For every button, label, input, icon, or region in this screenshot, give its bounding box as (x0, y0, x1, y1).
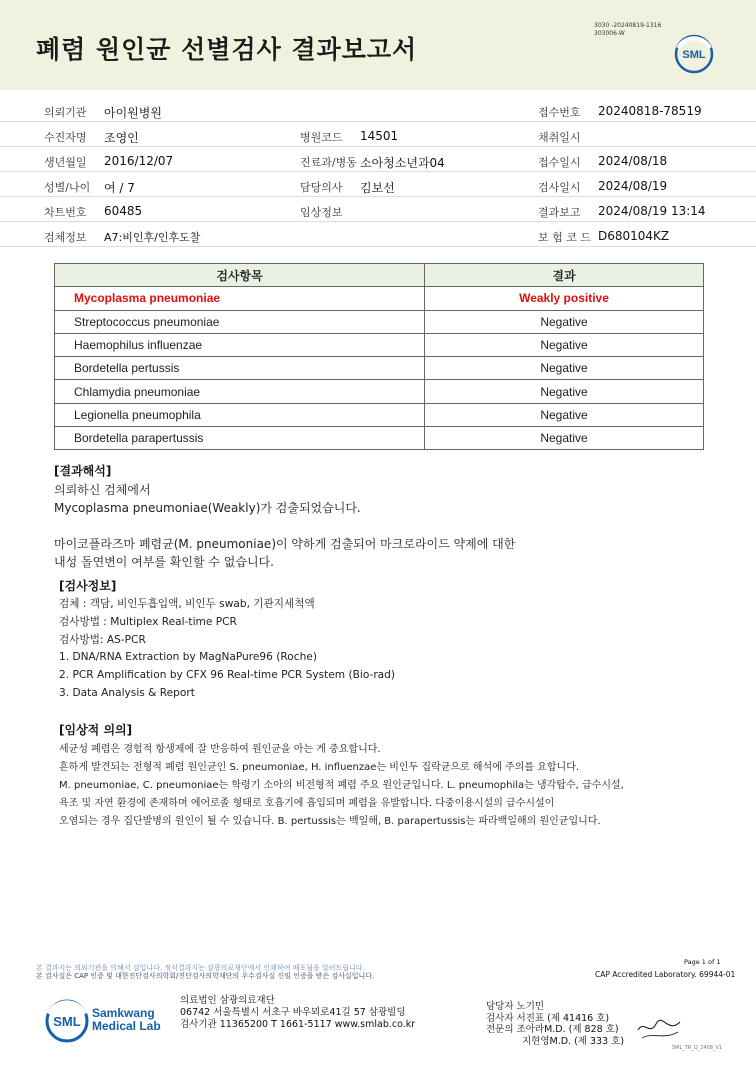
test-result: Negative (425, 333, 704, 356)
lab-info-line: 검사기관 11365200 T 1661-5117 www.smlab.co.kr (180, 1019, 416, 1030)
chart-value: 60485 (104, 204, 143, 218)
test-item: Haemophilus influenzae (55, 333, 425, 356)
staff-line: 지현영M.D. (제 333 호) (522, 1035, 625, 1047)
test-result: Weakly positive (425, 287, 704, 310)
dept-label: 진료과/병동 (300, 156, 357, 169)
test-item: Mycoplasma pneumoniae (55, 287, 425, 310)
info-row (0, 223, 756, 247)
report-value: 2024/08/19 13:14 (598, 204, 706, 218)
test-info-heading: [검사정보] (59, 579, 117, 593)
clinical-meaning-line: M. pneumoniae, C. pneumoniae는 학령기 소아의 비전형적 폐렴 주요 원인균입니다. L. pneumophila는 냉각탑수, 급수시설, (59, 780, 624, 791)
clinical-meaning-line: 오염되는 경우 집단발병의 원인이 될 수 있습니다. B. pertussis는 백일해, B. parapertussis는 파라백일해의 원인균입니다. (59, 816, 601, 827)
doctor-value: 김보선 (360, 181, 395, 195)
receipt-date-value: 2024/08/18 (598, 154, 668, 168)
cap-accreditation: CAP Accredited Laboratory. 69944-01 (595, 970, 736, 979)
report-label: 결과보고 (538, 206, 581, 219)
patient-label: 수진자명 (44, 131, 87, 144)
staff-line: 전문의 조아라M.D. (제 828 호) (486, 1024, 619, 1035)
test-result: Negative (425, 380, 704, 403)
column-header-result: 결과 (425, 264, 704, 287)
insurance-label: 보 험 코 드 (538, 231, 591, 244)
test-info-line: 검사방법: AS-PCR (59, 634, 146, 646)
interpretation-line: 의뢰하신 검체에서 (54, 483, 151, 497)
test-item: Bordetella pertussis (55, 357, 425, 380)
clinical-meaning-line: 욕조 및 자연 환경에 존재하며 에어로졸 형태로 호흡기에 흡입되며 폐렴을 유발합니다. 다중이용시설의 급수시설이 (59, 798, 555, 809)
interpretation-heading: [결과해석] (54, 464, 112, 478)
lab-brand-name (92, 1007, 161, 1033)
specimen-value: A7:비인후/인후도찰 (104, 231, 201, 244)
lab-brand-line-2: Medical Lab (92, 1019, 161, 1033)
document-code (594, 22, 661, 38)
test-result: Negative (425, 310, 704, 333)
test-item: Streptococcus pneumoniae (55, 310, 425, 333)
test-result: Negative (425, 403, 704, 426)
chart-label: 차트번호 (44, 206, 87, 219)
clinical-meaning-line: 흔하게 발견되는 전형적 폐렴 원인균인 S. pneumoniae, H. influenzae는 비인두 집락균으로 해석에 주의를 요합니다. (59, 762, 580, 773)
sml-logo-icon (674, 34, 714, 74)
staff-line: 검사자 서진표 (제 41416 호) (486, 1012, 610, 1024)
table-row (55, 427, 704, 450)
staff-line: 담당자 노기민 (486, 1001, 545, 1012)
receipt-no-value: 20240818-78519 (598, 104, 702, 118)
test-date-value: 2024/08/19 (598, 179, 668, 193)
page-number: Page 1 of 1 (684, 958, 721, 966)
staff-block (486, 1001, 624, 1047)
institution-value: 아이원병원 (104, 106, 162, 120)
institution-label: 의뢰기관 (44, 106, 87, 119)
info-row (0, 148, 756, 172)
test-result: Negative (425, 357, 704, 380)
footer-note-accreditation: 본 검사실은 CAP 인증 및 대한진단검사의학회/진단검사의학재단의 우수검사실 신임 인증을 받은 검사실입니다. (36, 972, 375, 980)
test-result: Negative (425, 427, 704, 450)
info-row (0, 98, 756, 122)
logo-text: SML (682, 49, 706, 61)
birth-label: 생년월일 (44, 156, 87, 169)
test-info-line: 2. PCR Amplification by CFX 96 Real-time PCR System (Bio-rad) (59, 669, 396, 681)
table-row (55, 287, 704, 310)
insurance-value: D680104KZ (598, 229, 670, 243)
test-item: Chlamydia pneumoniae (55, 380, 425, 403)
receipt-date-label: 접수일시 (538, 156, 581, 169)
test-info-line: 검사방법 : Multiplex Real-time PCR (59, 616, 237, 628)
lab-info-line: 의료법인 삼광의료재단 (180, 995, 275, 1006)
document-code-line-2: 303006-W (594, 30, 625, 37)
table-row (55, 380, 704, 403)
samkwang-logo-icon (44, 998, 90, 1044)
table-row (55, 333, 704, 356)
logo-text: SML (53, 1014, 81, 1029)
test-info-line: 1. DNA/RNA Extraction by MagNaPure96 (Roche) (59, 651, 317, 663)
sex-age-label: 성별/나이 (44, 181, 91, 194)
lab-address-block (180, 995, 415, 1031)
report-header (0, 0, 756, 90)
birth-value: 2016/12/07 (104, 154, 174, 168)
results-table (54, 263, 704, 450)
doctor-label: 담당의사 (300, 181, 343, 194)
footer-note-print: 본 결과지는 의뢰기관을 의해서 검입니다. 정식결과지는 삼광의료재단에서 인쇄하여 배포됨을 알려드립니다. (36, 964, 365, 972)
test-item: Legionella pneumophila (55, 403, 425, 426)
hospital-code-label: 병원코드 (300, 131, 343, 144)
results-header-row (55, 264, 704, 287)
info-row (0, 173, 756, 197)
hospital-code-value: 14501 (360, 129, 399, 143)
test-info-line: 검체 : 객담, 비인두흡입액, 비인두 swab, 기관지세척액 (59, 598, 315, 610)
clinical-meaning-line: 세균성 폐렴은 경험적 항생제에 잘 반응하여 원인균을 아는 게 중요합니다. (59, 744, 381, 755)
interpretation-line: 내성 돌연변이 여부를 확인할 수 없습니다. (54, 555, 274, 569)
info-row (0, 198, 756, 222)
table-row (55, 357, 704, 380)
lab-brand-line-1: Samkwang (92, 1006, 155, 1020)
interpretation-line: 마이코플라즈마 폐렴균(M. pneumoniae)이 약하게 검출되어 마크로라이드 약제에 대한 (54, 537, 516, 551)
table-row (55, 403, 704, 426)
sex-age-value: 여 / 7 (104, 181, 135, 195)
report-title: 폐렴 원인균 선별검사 결과보고서 (36, 35, 418, 64)
table-row (55, 310, 704, 333)
specimen-label: 검체정보 (44, 231, 87, 244)
dept-value: 소아청소년과04 (360, 156, 445, 170)
column-header-item: 검사항목 (55, 264, 425, 287)
document-code-line-1: 3030 -20240819-1316 (594, 22, 662, 29)
test-item: Bordetella parapertussis (55, 427, 425, 450)
clinical-label: 임상정보 (300, 206, 343, 219)
info-row (0, 123, 756, 147)
patient-value: 조영인 (104, 131, 139, 145)
collect-date-label: 채취일시 (538, 131, 581, 144)
interpretation-line: Mycoplasma pneumoniae(Weakly)가 검출되었습니다. (54, 501, 361, 515)
clinical-meaning-heading: [임상적 의의] (59, 723, 133, 737)
test-date-label: 검사일시 (538, 181, 581, 194)
test-info-line: 3. Data Analysis & Report (59, 687, 195, 699)
form-revision: SML_TR_Q_2408_V1 (672, 1045, 723, 1051)
lab-info-line: 06742 서울특별시 서초구 바우뫼로41길 57 삼광빌딩 (180, 1007, 406, 1018)
signature-icon (634, 1014, 684, 1044)
receipt-no-label: 접수번호 (538, 106, 581, 119)
